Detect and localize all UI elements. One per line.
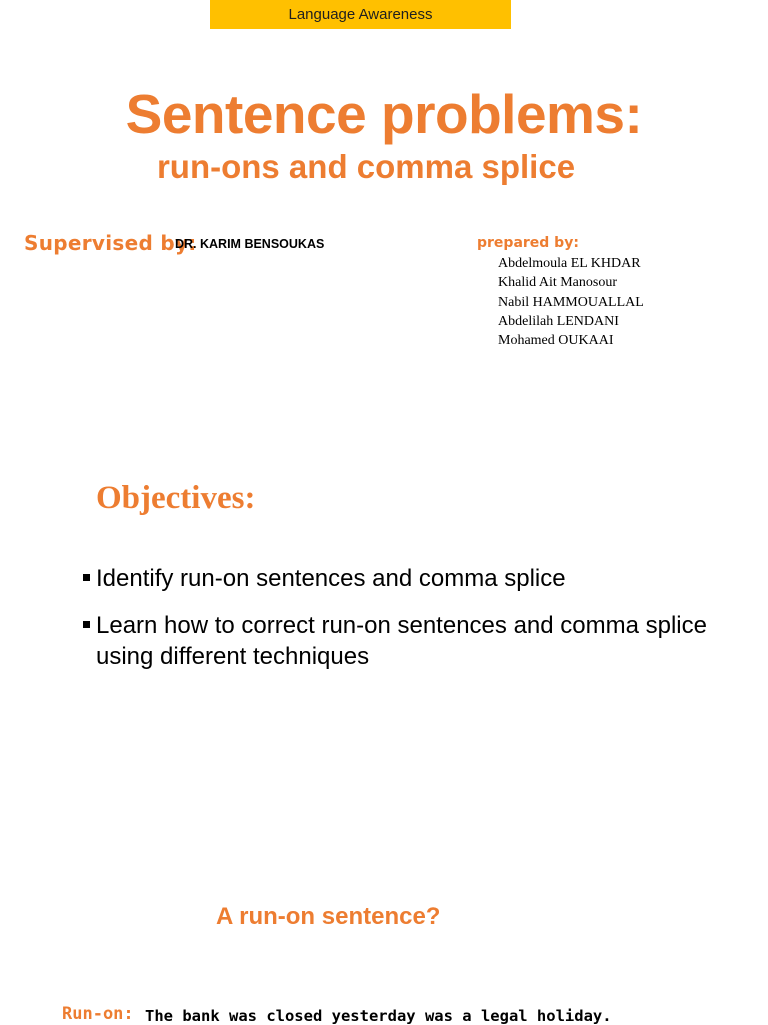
supervisor-name: DR. KARIM BENSOUKAS	[175, 237, 325, 251]
author-name: Khalid Ait Manosour	[498, 275, 617, 291]
prepared-by-label: prepared by:	[477, 235, 579, 251]
section-question: A run-on sentence?	[216, 903, 441, 930]
page-subtitle: run-ons and comma splice	[156, 148, 576, 185]
example-sentence: The bank was closed yesterday was a legal holiday.	[145, 1007, 612, 1025]
author-name: Mohamed OUKAAI	[498, 333, 614, 349]
author-name: Abdelilah LENDANI	[498, 313, 619, 329]
author-name: Nabil HAMMOUALLAL	[498, 294, 644, 310]
example-label: Run-on:	[62, 1004, 134, 1024]
author-list	[498, 254, 644, 350]
objective-item	[82, 610, 722, 672]
header-banner	[210, 0, 511, 29]
square-bullet-icon	[83, 621, 90, 628]
author-name: Abdelmoula EL KHDAR	[498, 256, 641, 271]
objective-item	[82, 563, 722, 594]
objective-text: Identify run-on sentences and comma splice	[96, 565, 566, 592]
supervised-by-label: Supervised by:	[24, 231, 197, 255]
banner-text: Language Awareness	[288, 6, 433, 23]
objectives-heading: Objectives:	[96, 480, 256, 516]
square-bullet-icon	[83, 574, 90, 581]
objective-text: Learn how to correct run-on sentences and comma splice using different techniques	[96, 612, 707, 670]
page-title: Sentence problems:	[125, 83, 643, 145]
objectives-list	[82, 563, 722, 688]
